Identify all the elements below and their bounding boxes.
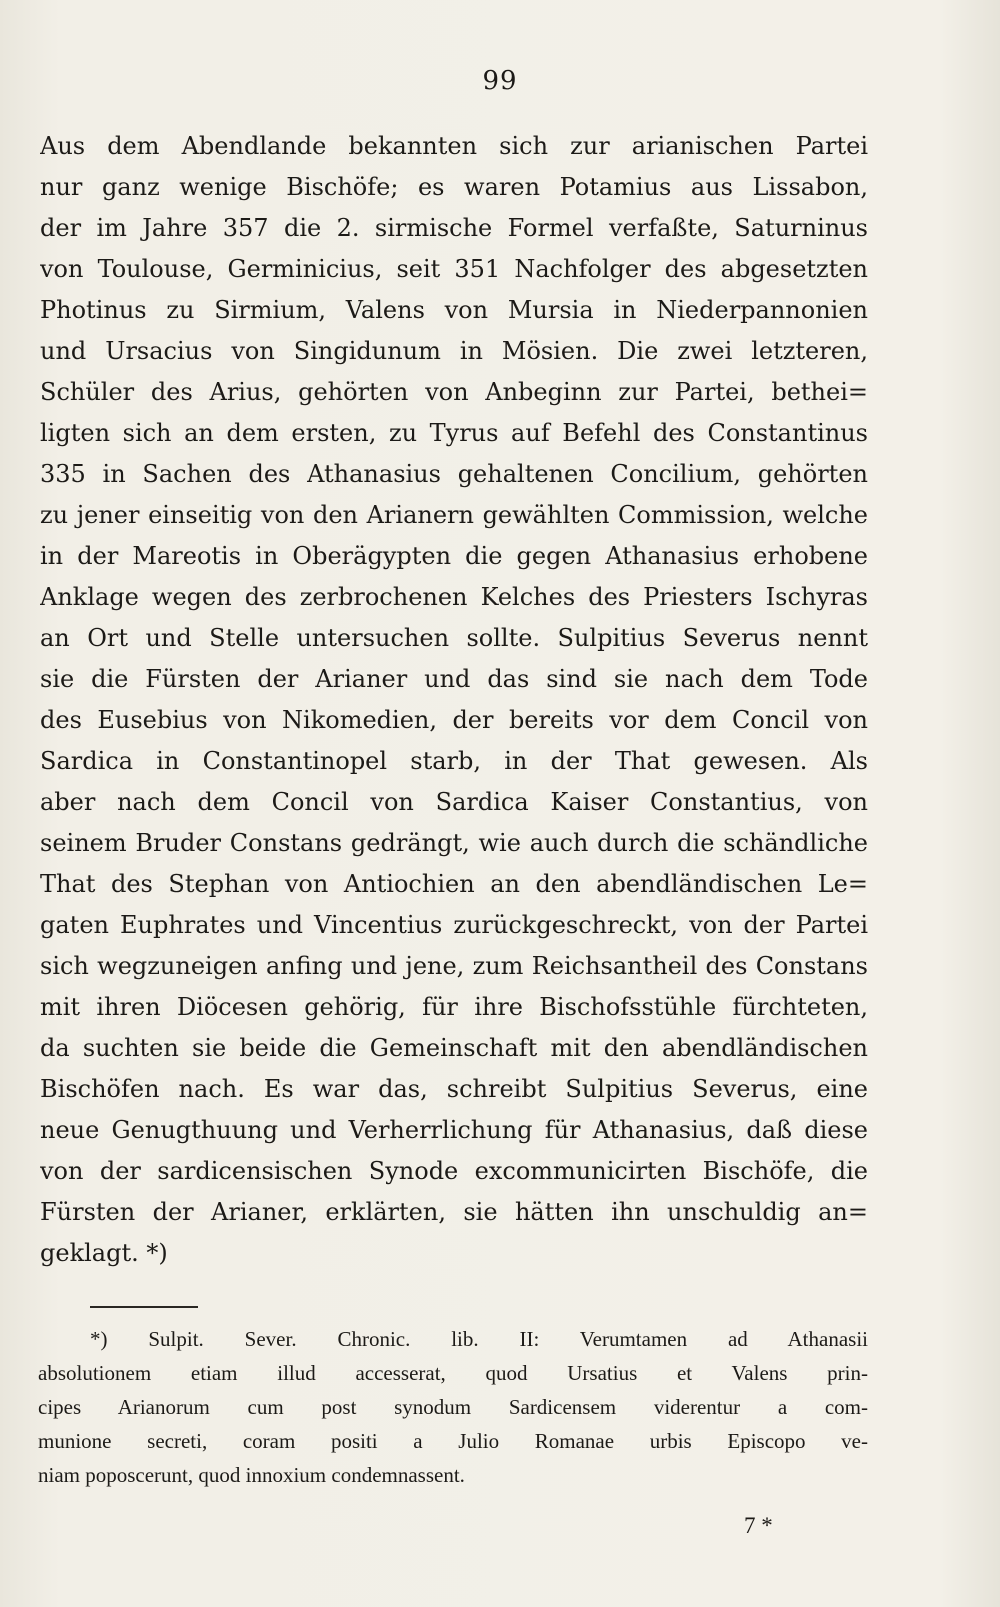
page-number: 99 [482, 66, 518, 96]
footnote-line: niam poposcerunt, quod innoxium condemnassent. [38, 1463, 465, 1487]
text-line: sich wegzuneigen anfing und jene, zum Reichsantheil des Constans [40, 952, 868, 980]
text-line: in der Mareotis in Oberägypten die gegen Athanasius erhobene [40, 542, 868, 570]
text-line: von Toulouse, Germinicius, seit 351 Nachfolger des abgesetzten [40, 255, 868, 283]
signature-mark: 7 * [744, 1513, 773, 1538]
text-line: Bischöfen nach. Es war das, schreibt Sulpitius Severus, eine [40, 1075, 868, 1103]
text-line: Photinus zu Sirmium, Valens von Mursia in Niederpannonien [40, 296, 868, 324]
text-line: That des Stephan von Antiochien an den abendländischen Le= [40, 870, 868, 898]
text-line: ligten sich an dem ersten, zu Tyrus auf Befehl des Constantinus [40, 419, 868, 447]
text-line: Sardica in Constantinopel starb, in der That gewesen. Als [40, 747, 868, 775]
text-line: nur ganz wenige Bischöfe; es waren Potamius aus Lissabon, [40, 173, 868, 201]
text-line: Anklage wegen des zerbrochenen Kelches des Priesters Ischyras [40, 583, 868, 611]
text-line: geklagt. *) [40, 1239, 168, 1267]
text-line: des Eusebius von Nikomedien, der bereits vor dem Concil von [40, 706, 868, 734]
main-text [40, 126, 868, 1274]
text-line: Schüler des Arius, gehörten von Anbeginn zur Partei, bethei= [40, 378, 868, 406]
footnote-line: absolutionem etiam illud accesserat, quod Ursatius et Valens prin- [38, 1361, 868, 1385]
text-line: 335 in Sachen des Athanasius gehaltenen Concilium, gehörten [40, 460, 868, 488]
text-line: neue Genugthuung und Verherrlichung für Athanasius, daß diese [40, 1116, 868, 1144]
text-line: an Ort und Stelle untersuchen sollte. Sulpitius Severus nennt [40, 624, 868, 652]
text-line: da suchten sie beide die Gemeinschaft mit den abendländischen [40, 1034, 868, 1062]
text-line: und Ursacius von Singidunum in Mösien. Die zwei letzteren, [40, 337, 868, 365]
text-line: der im Jahre 357 die 2. sirmische Formel verfaßte, Saturninus [40, 214, 868, 242]
text-line: von der sardicensischen Synode excommunicirten Bischöfe, die [40, 1157, 868, 1185]
text-line: aber nach dem Concil von Sardica Kaiser Constantius, von [40, 788, 868, 816]
text-line: Aus dem Abendlande bekannten sich zur arianischen Partei [40, 132, 868, 160]
text-line: seinem Bruder Constans gedrängt, wie auch durch die schändliche [40, 829, 868, 857]
text-line: mit ihren Diöcesen gehörig, für ihre Bischofsstühle fürchteten, [40, 993, 868, 1021]
text-line: zu jener einseitig von den Arianern gewählten Commission, welche [40, 501, 868, 529]
text-line: gaten Euphrates und Vincentius zurückgeschreckt, von der Partei [40, 911, 868, 939]
footnote [38, 1322, 868, 1492]
footnote-divider [90, 1306, 198, 1308]
footnote-line: cipes Arianorum cum post synodum Sardicensem viderentur a com- [38, 1395, 868, 1419]
footnote-line: *) Sulpit. Sever. Chronic. lib. II: Verumtamen ad Athanasii [90, 1327, 868, 1351]
footnote-line: munione secreti, coram positi a Julio Romanae urbis Episcopo ve- [38, 1429, 868, 1453]
text-line: Fürsten der Arianer, erklärten, sie hätten ihn unschuldig an= [40, 1198, 868, 1226]
text-line: sie die Fürsten der Arianer und das sind sie nach dem Tode [40, 665, 868, 693]
